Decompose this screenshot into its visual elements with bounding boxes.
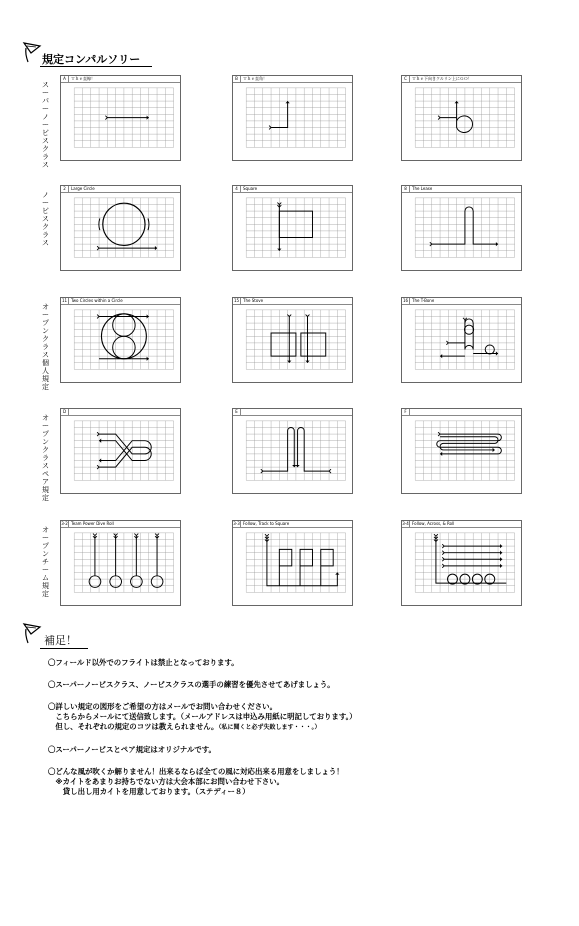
start-marker	[134, 534, 138, 536]
panel-header	[61, 186, 180, 193]
flight-path	[300, 549, 312, 585]
figure-diagram	[61, 83, 180, 160]
figure-diagram	[402, 416, 521, 493]
figure-name: Large Circle	[71, 186, 95, 191]
notes-list	[48, 658, 568, 805]
figure-name: Ｔｈｅ直線！	[71, 76, 95, 81]
panel-header	[402, 521, 521, 528]
figure-name: Team Power Dive Roll	[71, 521, 114, 526]
start-marker	[105, 116, 107, 120]
figure-diagram	[233, 416, 352, 493]
note-item	[48, 702, 568, 733]
figure-name: Follow, Across, & Roll	[412, 521, 455, 526]
arrow-head	[147, 357, 149, 361]
note-line: 〇どんな風が吹くか解りません！出来るならば全ての風に対応出来る用意をしましょう！	[48, 767, 344, 776]
figure-code: C	[402, 76, 410, 83]
note-item	[48, 745, 568, 755]
panel-header	[402, 298, 521, 305]
figure-panel	[401, 297, 522, 383]
start-marker	[265, 534, 269, 536]
figure-diagram	[233, 193, 352, 270]
row-class-label: オープンチーム規定	[42, 526, 49, 598]
figure-name: The Lease	[412, 186, 433, 191]
panel-header	[61, 409, 180, 416]
arrow-head	[500, 544, 502, 548]
figure-code: 3-4	[402, 521, 409, 526]
note-item	[48, 658, 568, 668]
notes-title-underline	[40, 648, 88, 649]
figure-panel	[60, 520, 181, 606]
figure-code: 15	[233, 298, 240, 303]
arrow-head	[99, 458, 101, 462]
figure-panel	[232, 75, 353, 161]
note-line: こちらからメールにて送信致します。（メールアドレスは申込み用紙に明記しております。）	[48, 712, 357, 721]
arrow-head	[493, 448, 495, 452]
arrow-head	[440, 354, 442, 358]
row-class-label: ノービスクラス	[42, 191, 49, 247]
figure-code: 11	[61, 298, 68, 303]
start-marker	[434, 534, 438, 536]
panel-header	[402, 409, 521, 416]
figure-panel	[60, 408, 181, 494]
note-item	[48, 680, 568, 690]
flight-path	[440, 437, 498, 450]
figure-name: Follow, Track to Square	[243, 521, 290, 526]
row-class-label: オープンクラス個人規定	[42, 303, 49, 391]
figure-name: Ｔｈｅ直角！	[243, 76, 267, 81]
note-line: 〇スーパーノービスとペア規定はオリジナルです。	[48, 745, 216, 754]
figure-panel	[60, 185, 181, 271]
figure-code: D	[61, 409, 69, 416]
arrow-head	[496, 242, 498, 246]
figure-code: 16	[402, 298, 409, 303]
arrow-head	[440, 452, 442, 456]
figure-diagram	[402, 193, 521, 270]
figure-diagram	[402, 305, 521, 382]
kite-icon	[22, 623, 42, 645]
start-marker	[93, 534, 97, 536]
figure-name: The Stove	[243, 298, 264, 303]
figure-panel	[401, 520, 522, 606]
panel-header	[233, 76, 352, 83]
start-marker	[438, 116, 440, 120]
notes-title: 補足！	[44, 634, 77, 647]
figure-diagram	[61, 416, 180, 493]
figure-name: Ｔｈｅ下向きクルリン上にＧＯ！	[412, 76, 472, 81]
figure-panel	[60, 75, 181, 161]
start-marker	[261, 469, 263, 473]
flight-path	[321, 549, 333, 585]
panel-header	[233, 186, 352, 193]
panel-header	[61, 521, 180, 528]
note-line: 貸し出し用カイトを用意しております。（ステディー８）	[48, 787, 250, 796]
arrow-head	[500, 551, 502, 555]
arrow-head	[155, 246, 157, 250]
figure-code: A	[61, 76, 69, 83]
figure-diagram	[402, 83, 521, 160]
figure-code: 2	[61, 186, 69, 193]
row-class-label: オープンクラスペア規定	[42, 414, 49, 502]
flight-path	[279, 549, 291, 585]
figure-diagram	[61, 305, 180, 382]
note-text: 但し、それぞれの規定のコツは教えられません。	[48, 722, 219, 731]
start-marker	[329, 469, 331, 473]
figure-panel	[232, 408, 353, 494]
figure-diagram	[233, 83, 352, 160]
panel-header	[402, 186, 521, 193]
arrow-head	[500, 564, 502, 568]
figure-panel	[232, 185, 353, 271]
flight-path	[440, 101, 472, 132]
arrow-head	[500, 557, 502, 561]
note-line: ※カイトをあまりお持ちでない方は大会本部にお問い合わせ下さい。	[48, 777, 285, 786]
flight-path	[432, 207, 498, 244]
figure-panel	[232, 520, 353, 606]
figure-panel	[401, 408, 522, 494]
arrow-head	[335, 573, 339, 575]
panel-header	[61, 76, 180, 83]
figure-code: 3-2	[61, 521, 68, 526]
figure-panel	[232, 297, 353, 383]
start-marker	[287, 315, 291, 317]
figure-name: Square	[243, 186, 258, 191]
figure-name: Two Circles within a Circle	[71, 298, 123, 303]
note-line	[48, 722, 568, 733]
figure-panel	[401, 185, 522, 271]
figure-code: B	[233, 76, 241, 83]
flight-path	[267, 536, 337, 586]
note-aside: （私に聞くと必ず失敗します・・・。）	[218, 724, 321, 731]
figure-diagram	[233, 528, 352, 605]
panel-header	[233, 409, 352, 416]
arrow-head	[277, 249, 281, 251]
figure-panel	[401, 75, 522, 161]
panel-header	[402, 76, 521, 83]
panel-header	[233, 298, 352, 305]
panel-header	[61, 298, 180, 305]
start-marker	[306, 315, 310, 317]
figure-diagram	[233, 305, 352, 382]
kite-icon	[22, 42, 42, 64]
figure-code: 8	[402, 186, 410, 193]
note-line: 〇スーパーノービスクラス、ノービスクラスの選手の練習を優先させてあげましょう。	[48, 680, 335, 689]
figure-panel	[60, 297, 181, 383]
row-class-label: スーパーノービスクラス	[42, 81, 49, 169]
figure-diagram	[402, 528, 521, 605]
start-marker	[97, 246, 99, 250]
arrow-head	[454, 101, 458, 103]
page-title: 規定コンパルソリー	[42, 53, 141, 66]
note-item	[48, 767, 568, 797]
figure-code: E	[233, 409, 241, 416]
note-line: 〇フィールド以外でのフライトは禁止となっております。	[48, 658, 239, 667]
figure-diagram	[61, 193, 180, 270]
figure-code: 3-3	[233, 521, 240, 526]
arrow-head	[305, 361, 309, 363]
title-underline	[40, 66, 152, 67]
arrow-head	[285, 101, 289, 103]
arrow-head	[99, 439, 101, 443]
arrow-head	[147, 314, 149, 318]
figure-code: 4	[233, 186, 241, 193]
arrow-head	[147, 115, 149, 119]
panel-header	[233, 521, 352, 528]
arrow-head	[496, 351, 498, 355]
figure-diagram	[61, 528, 180, 605]
figure-code: F	[402, 409, 410, 416]
note-line: 〇詳しい規定の図形をご希望の方はメールでお問い合わせください。	[48, 702, 277, 711]
figure-name: The T-Bone	[412, 298, 435, 303]
